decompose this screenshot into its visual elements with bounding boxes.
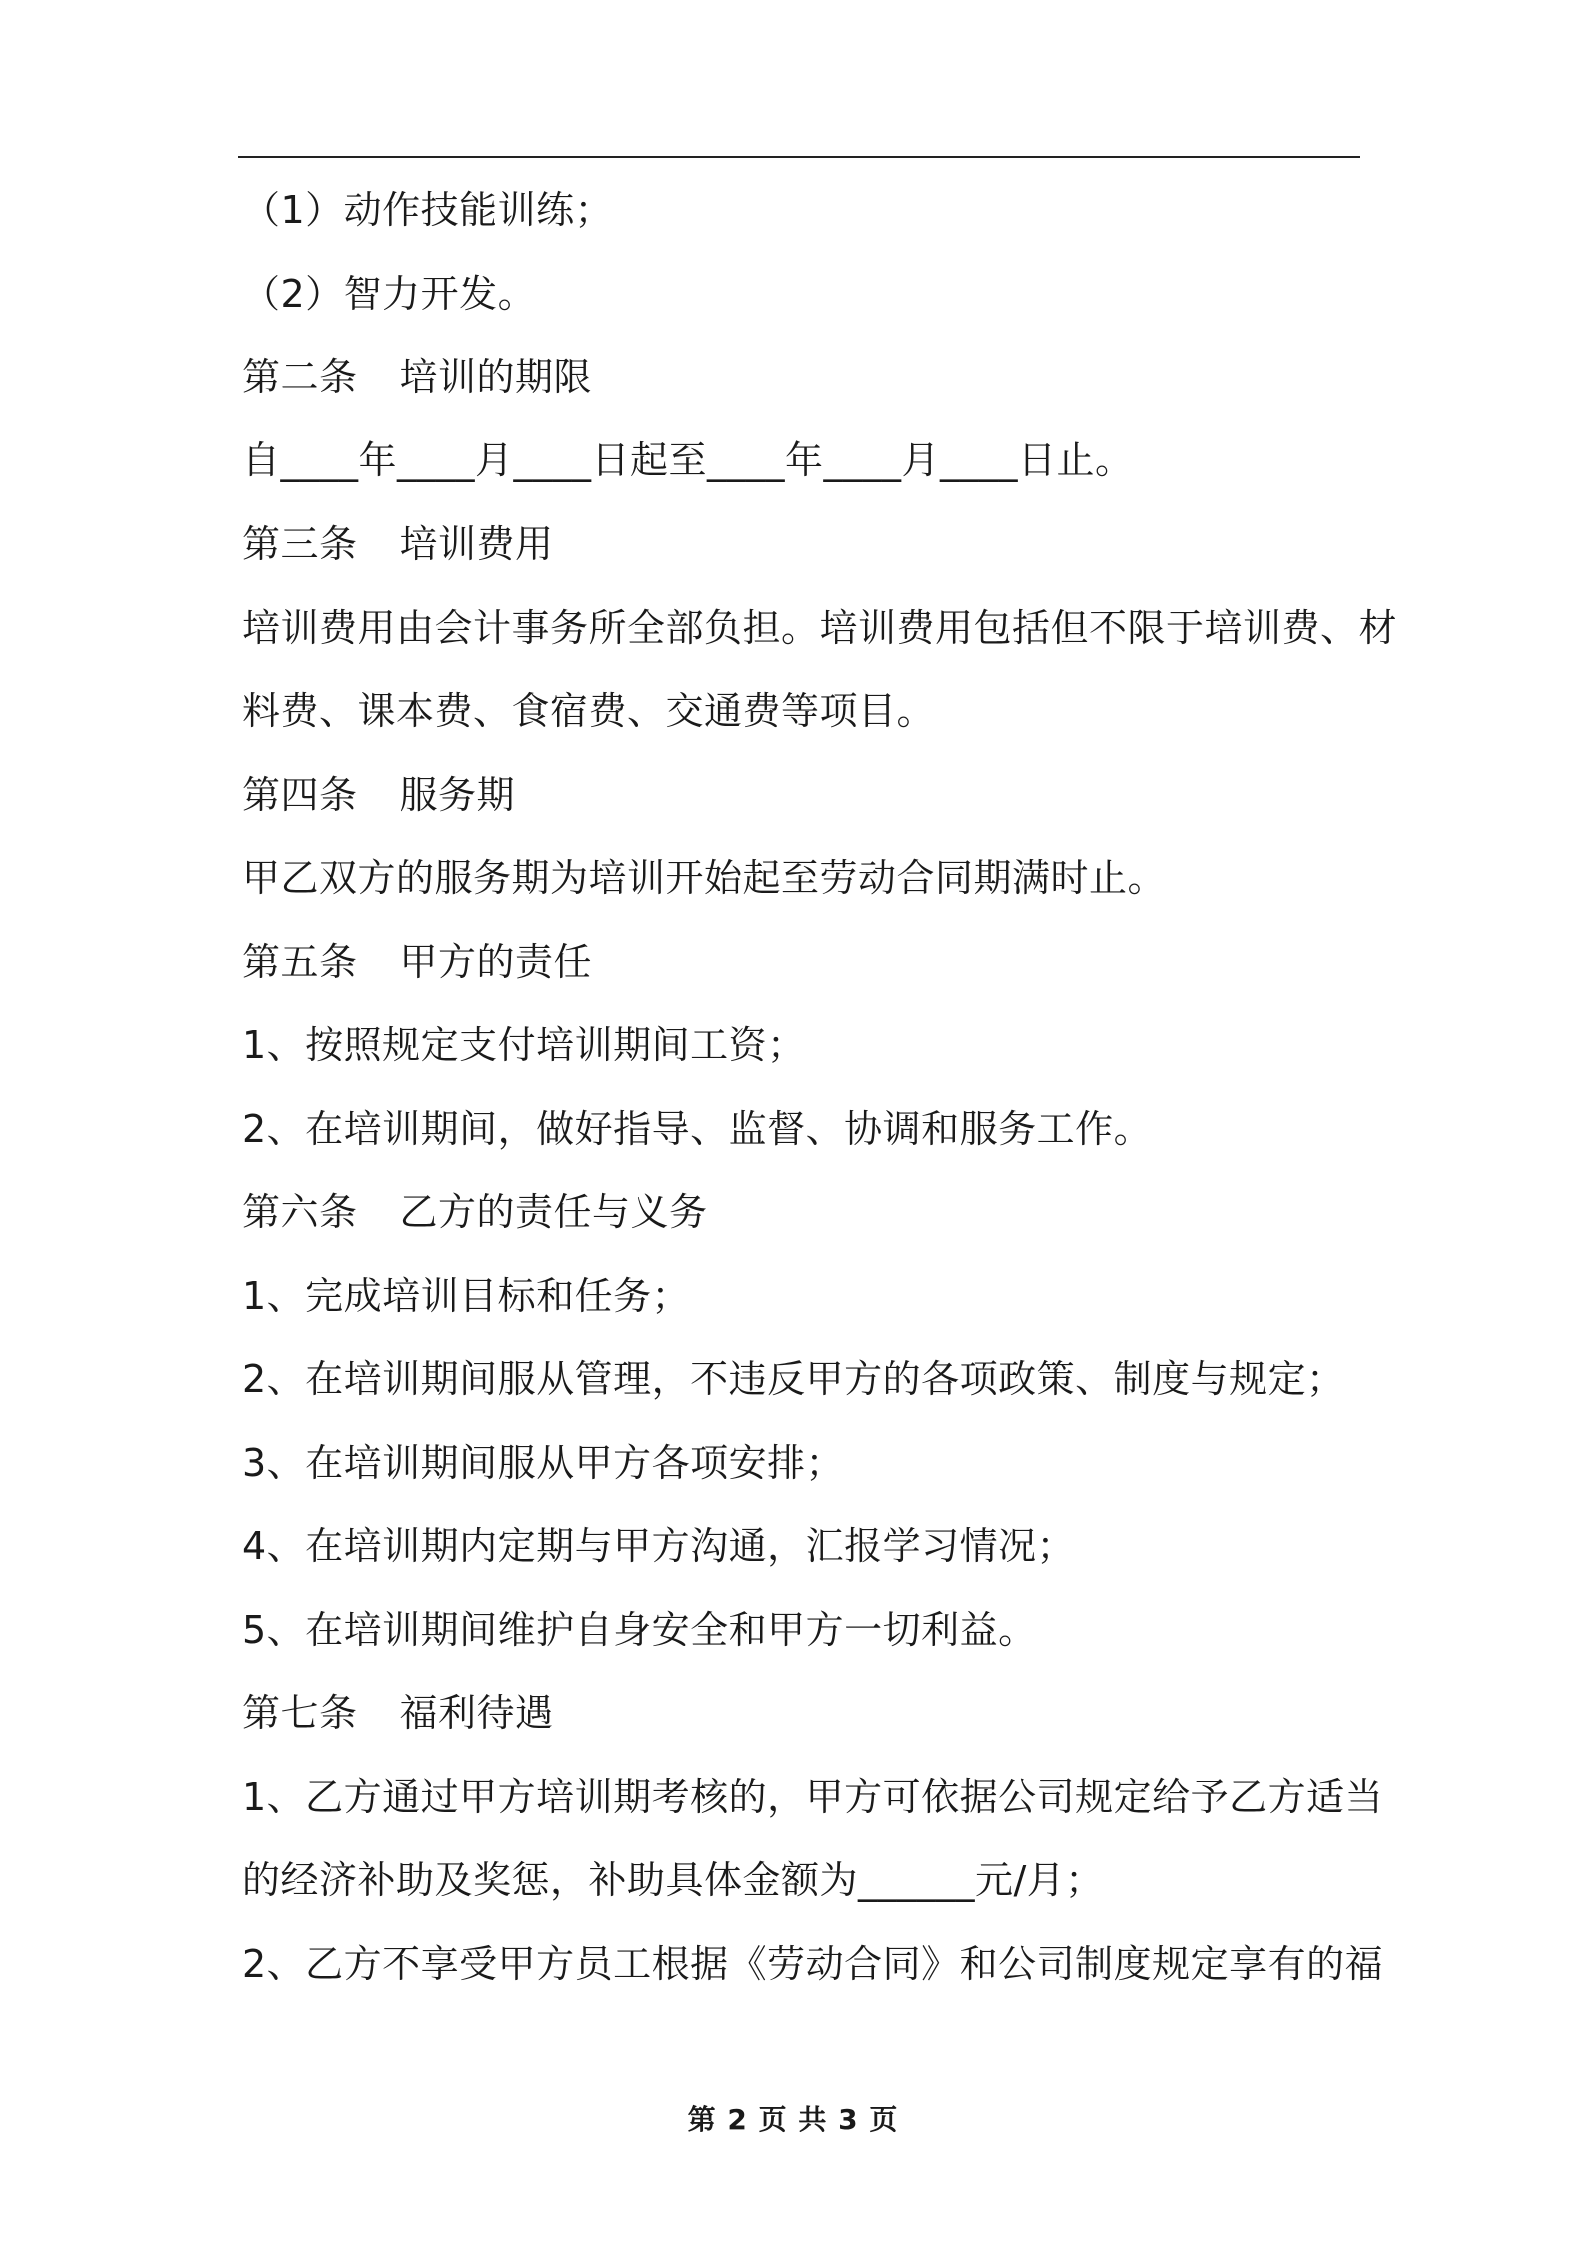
article-heading xyxy=(242,1190,708,1234)
article-number: 第五条 xyxy=(242,940,358,984)
list-item: 1、完成培训目标和任务； xyxy=(242,1274,691,1318)
article-title: 福利待遇 xyxy=(399,1691,554,1735)
list-item: 2、在培训期间服从管理，不违反甲方的各项政策、制度与规定； xyxy=(242,1357,1345,1401)
article-title: 培训费用 xyxy=(399,522,554,566)
list-item: 1、乙方通过甲方培训期考核的，甲方可依据公司规定给予乙方适当 xyxy=(242,1775,1384,1819)
article-number: 第三条 xyxy=(242,522,358,566)
list-item: （1）动作技能训练； xyxy=(242,188,614,232)
article-heading xyxy=(242,1691,554,1735)
article-title: 乙方的责任与义务 xyxy=(399,1190,708,1234)
article-heading xyxy=(242,940,592,984)
paragraph-line: 培训费用由会计事务所全部负担。培训费用包括但不限于培训费、材 xyxy=(242,606,1398,650)
article-title: 服务期 xyxy=(399,773,516,817)
article-title: 甲方的责任 xyxy=(399,940,593,984)
list-item: 2、在培训期间，做好指导、监督、协调和服务工作。 xyxy=(242,1107,1153,1151)
article-number: 第六条 xyxy=(242,1190,358,1234)
article-title: 培训的期限 xyxy=(399,355,593,399)
article-heading xyxy=(242,773,515,817)
paragraph-line: 的经济补助及奖惩，补助具体金额为______元/月； xyxy=(242,1858,1104,1902)
list-item: （2）智力开发。 xyxy=(242,272,537,316)
list-item: 1、按照规定支付培训期间工资； xyxy=(242,1023,806,1067)
paragraph-line: 料费、课本费、食宿费、交通费等项目。 xyxy=(242,689,936,733)
article-number: 第四条 xyxy=(242,773,358,817)
article-number: 第二条 xyxy=(242,355,358,399)
list-item: 5、在培训期间维护自身安全和甲方一切利益。 xyxy=(242,1608,1037,1652)
article-heading xyxy=(242,355,592,399)
article-heading xyxy=(242,522,554,566)
header-rule xyxy=(238,156,1360,158)
list-item: 3、在培训期间服从甲方各项安排； xyxy=(242,1441,845,1485)
article-number: 第七条 xyxy=(242,1691,358,1735)
list-item: 2、乙方不享受甲方员工根据《劳动合同》和公司制度规定享有的福 xyxy=(242,1942,1384,1986)
paragraph-line: 自____年____月____日起至____年____月____日止。 xyxy=(242,438,1134,482)
list-item: 4、在培训期内定期与甲方沟通，汇报学习情况； xyxy=(242,1524,1076,1568)
paragraph-line: 甲乙双方的服务期为培训开始起至劳动合同期满时止。 xyxy=(242,856,1167,900)
page-number-footer: 第 2 页 共 3 页 xyxy=(687,2103,899,2136)
